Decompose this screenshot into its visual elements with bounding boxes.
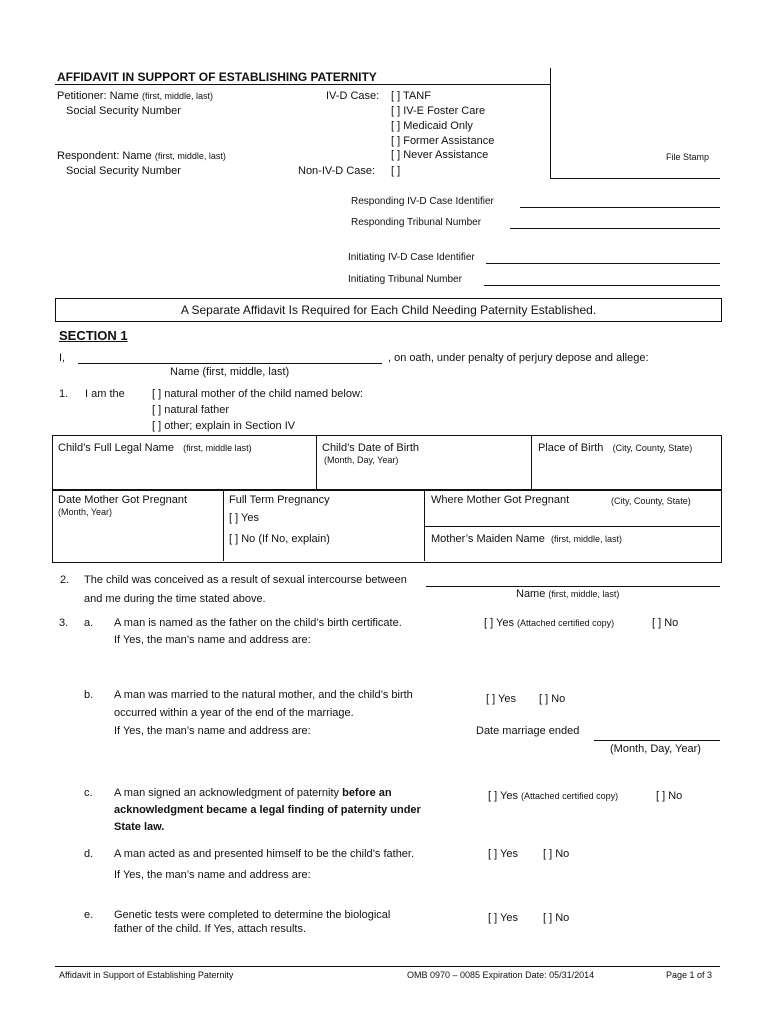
item3b-text2: occurred within a year of the end of the marriage. [114, 707, 354, 719]
where-pregnant-hint: (City, County, State) [611, 496, 691, 506]
item3d-letter: d. [84, 848, 94, 860]
item3c-text2: acknowledgment became a legal finding of paternity under [114, 804, 421, 816]
marriage-ended-label: Date marriage ended [476, 725, 580, 737]
non-ivd-case-label: Non-IV-D Case: [298, 165, 376, 177]
file-stamp-label: File Stamp [666, 152, 710, 162]
responding-ivd-field[interactable] [520, 207, 720, 208]
title-underline [55, 84, 550, 85]
item3a-letter: a. [84, 617, 94, 629]
item3e-yes[interactable]: [ ] Yes [488, 912, 518, 924]
ivd-option-medicaid[interactable]: [ ] Medicaid Only [391, 120, 473, 132]
ivd-option-former[interactable]: [ ] Former Assistance [391, 135, 495, 147]
affiant-name-caption: Name (first, middle, last) [170, 366, 290, 378]
item3d-no[interactable]: [ ] No [543, 848, 570, 860]
preg-row-divider [424, 526, 720, 527]
child-legal-name-label[interactable]: Child’s Full Legal Name (first, middle last) [58, 442, 252, 454]
section-heading: SECTION 1 [59, 328, 128, 343]
item3e-text2: father of the child. If Yes, attach results. [114, 923, 307, 935]
i-label: I, [59, 352, 66, 364]
notice-text: A Separate Affidavit Is Required for Each Child Needing Paternity Established. [180, 303, 597, 317]
item3e-text1: Genetic tests were completed to determine the biological [114, 909, 391, 921]
ivd-case-label: IV-D Case: [326, 90, 380, 102]
petitioner-ssn-label: Social Security Number [66, 105, 181, 117]
footer-rule [55, 966, 720, 967]
item3d-yes[interactable]: [ ] Yes [488, 848, 518, 860]
item3d-sub: If Yes, the man’s name and address are: [114, 869, 311, 881]
item2-line1: The child was conceived as a result of sexual intercourse between [84, 574, 407, 586]
item2-number: 2. [60, 574, 70, 586]
item3c-no[interactable]: [ ] No [656, 790, 683, 802]
full-term-yes[interactable]: [ ] Yes [229, 512, 259, 524]
item3c-text1: A man signed an acknowledgment of paternity before an [114, 787, 392, 799]
form-title: AFFIDAVIT IN SUPPORT OF ESTABLISHING PATERNITY [57, 70, 377, 84]
full-term-label: Full Term Pregnancy [229, 494, 330, 506]
item3-number: 3. [59, 617, 69, 629]
affiant-name-field[interactable] [78, 363, 382, 364]
date-pregnant-label[interactable]: Date Mother Got Pregnant [58, 494, 188, 506]
item3b-no[interactable]: [ ] No [539, 693, 566, 705]
preg-col-divider-1 [223, 489, 224, 561]
ivd-option-never[interactable]: [ ] Never Assistance [391, 149, 489, 161]
footer-page-number: Page 1 of 3 [666, 970, 713, 980]
petitioner-name-label: Petitioner: Name (first, middle, last) [57, 90, 214, 102]
child-dob-hint: (Month, Day, Year) [324, 455, 399, 465]
item3e-letter: e. [84, 909, 94, 921]
file-stamp-underline [550, 178, 720, 179]
birth-place-label[interactable]: Place of Birth (City, County, State) [538, 442, 693, 454]
responding-tribunal-field[interactable] [510, 228, 720, 229]
child-col-divider-2 [531, 435, 532, 489]
initiating-ivd-label: Initiating IV-D Case Identifier [348, 252, 475, 263]
preg-col-divider-2 [424, 489, 425, 561]
item3a-yes[interactable]: [ ] Yes (Attached certified copy) [484, 617, 615, 629]
file-stamp-divider [550, 68, 551, 178]
respondent-name-label: Respondent: Name (first, middle, last) [57, 150, 226, 162]
child-dob-label[interactable]: Child’s Date of Birth [322, 442, 420, 454]
marriage-ended-field[interactable] [594, 740, 720, 741]
item2-name-caption: Name (first, middle, last) [516, 588, 620, 600]
non-ivd-checkbox[interactable]: [ ] [391, 165, 401, 177]
item3b-sub: If Yes, the man’s name and address are: [114, 725, 311, 737]
ivd-option-tanf[interactable]: [ ] TANF [391, 90, 431, 102]
initiating-ivd-field[interactable] [486, 263, 720, 264]
option-natural-father[interactable]: [ ] natural father [152, 404, 230, 416]
item1-number: 1. [59, 388, 69, 400]
item3b-letter: b. [84, 689, 94, 701]
oath-text: , on oath, under penalty of perjury depose and allege: [388, 352, 649, 364]
notice-box [55, 298, 722, 322]
item3a-text: A man is named as the father on the child’s birth certificate. [114, 617, 402, 629]
ivd-option-foster-care[interactable]: [ ] IV-E Foster Care [391, 105, 486, 117]
item3a-no[interactable]: [ ] No [652, 617, 679, 629]
item3d-text: A man acted as and presented himself to be the child’s father. [114, 848, 415, 860]
item1-label: I am the [85, 388, 125, 400]
full-term-no[interactable]: [ ] No (If No, explain) [229, 533, 330, 545]
child-col-divider-1 [316, 435, 317, 489]
item3c-letter: c. [84, 787, 93, 799]
item3e-no[interactable]: [ ] No [543, 912, 570, 924]
maiden-name-label[interactable]: Mother’s Maiden Name (first, middle, last) [431, 533, 623, 545]
item2-line2: and me during the time stated above. [84, 593, 266, 605]
item3b-yes[interactable]: [ ] Yes [486, 693, 516, 705]
item2-name-field[interactable] [426, 586, 720, 587]
respondent-ssn-label: Social Security Number [66, 165, 181, 177]
item3a-sub: If Yes, the man’s name and address are: [114, 634, 311, 646]
responding-tribunal-label: Responding Tribunal Number [351, 217, 482, 228]
responding-ivd-label: Responding IV-D Case Identifier [351, 196, 494, 207]
item3b-text1: A man was married to the natural mother, and the child’s birth [114, 689, 413, 701]
item3c-yes[interactable]: [ ] Yes (Attached certified copy) [488, 790, 619, 802]
date-pregnant-hint: (Month, Year) [58, 507, 113, 517]
footer-title: Affidavit in Support of Establishing Paternity [59, 970, 234, 980]
item3c-text3: State law. [114, 821, 165, 833]
marriage-ended-caption: (Month, Day, Year) [610, 743, 701, 755]
option-other[interactable]: [ ] other; explain in Section IV [152, 420, 296, 432]
where-pregnant-label[interactable]: Where Mother Got Pregnant [431, 494, 570, 506]
initiating-tribunal-label: Initiating Tribunal Number [348, 274, 462, 285]
option-natural-mother[interactable]: [ ] natural mother of the child named below: [152, 388, 363, 400]
initiating-tribunal-field[interactable] [484, 285, 720, 286]
footer-omb: OMB 0970 – 0085 Expiration Date: 05/31/2014 [407, 970, 595, 980]
